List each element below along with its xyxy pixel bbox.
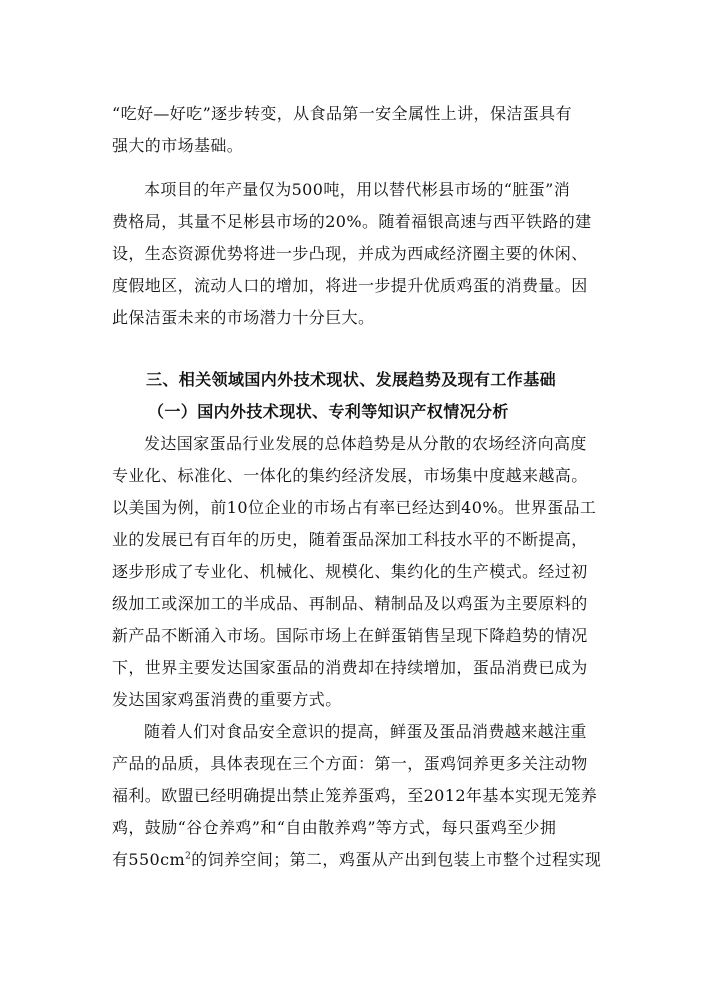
text-line: 费格局，其量不足彬县市场的20%。随着福银高速与西平铁路的建 <box>112 212 592 231</box>
paragraph-market-potential <box>112 174 592 334</box>
text-line: 设，生态资源优势将进一步凸现，并成为西咸经济圈主要的休闲、 <box>112 244 588 263</box>
text-line: 新产品不断涌入市场。国际市场上在鲜蛋销售呈现下降趋势的情况 <box>112 626 588 645</box>
text-line: 产品的品质，具体表现在三个方面：第一，蛋鸡饲养更多关注动物 <box>112 754 588 773</box>
text-line: “吃好—好吃”逐步转变，从食品第一安全属性上讲，保洁蛋具有 <box>112 104 572 123</box>
text-line: 福利。欧盟已经明确提出禁止笼养蛋鸡，至2012年基本实现无笼养 <box>112 786 598 805</box>
text-fragment: 有550cm <box>112 850 186 869</box>
text-line: 以美国为例，前10位企业的市场占有率已经达到40%。世界蛋品工 <box>112 498 597 517</box>
text-line: 发达国家鸡蛋消费的重要方式。 <box>112 690 342 709</box>
text-line: 专业化、标准化、一体化的集约经济发展，市场集中度越来越高。 <box>112 466 588 485</box>
text-line: 本项目的年产量仅为500吨，用以替代彬县市场的“脏蛋”消 <box>144 180 571 199</box>
text-line: 逐步形成了专业化、机械化、规模化、集约化的生产模式。经过初 <box>112 562 588 581</box>
section-heading: 三、相关领域国内外技术现状、发展趋势及现有工作基础 <box>146 370 557 389</box>
text-line: 下，世界主要发达国家蛋品的消费却在持续增加，蛋品消费已成为 <box>112 658 588 677</box>
text-fragment: 的饲养空间；第二，鸡蛋从产出到包装上市整个过程实现 <box>191 850 602 869</box>
text-line <box>112 844 602 876</box>
text-line: 此保洁蛋未来的市场潜力十分巨大。 <box>112 308 375 327</box>
text-line: 随着人们对食品安全意识的提高，鲜蛋及蛋品消费越来越注重 <box>144 722 587 741</box>
text-line: 鸡，鼓励“谷仓养鸡”和“自由散养鸡”等方式，每只蛋鸡至少拥 <box>112 818 557 837</box>
text-line: 度假地区，流动人口的增加，将进一步提升优质鸡蛋的消费量。因 <box>112 276 588 295</box>
paragraph-continuation <box>112 98 592 162</box>
subsection-heading: （一）国内外技术现状、专利等知识产权情况分析 <box>148 402 509 421</box>
superscript: 2 <box>185 851 192 862</box>
text-line: 业的发展已有百年的历史，随着蛋品深加工科技水平的不断提高， <box>112 530 588 549</box>
text-line: 级加工或深加工的半成品、再制品、精制品及以鸡蛋为主要原料的 <box>112 594 588 613</box>
paragraph-foreign-industry <box>112 428 597 716</box>
paragraph-food-safety <box>112 716 602 876</box>
text-line: 强大的市场基础。 <box>112 136 244 155</box>
text-line: 发达国家蛋品行业发展的总体趋势是从分散的农场经济向高度 <box>144 434 587 453</box>
